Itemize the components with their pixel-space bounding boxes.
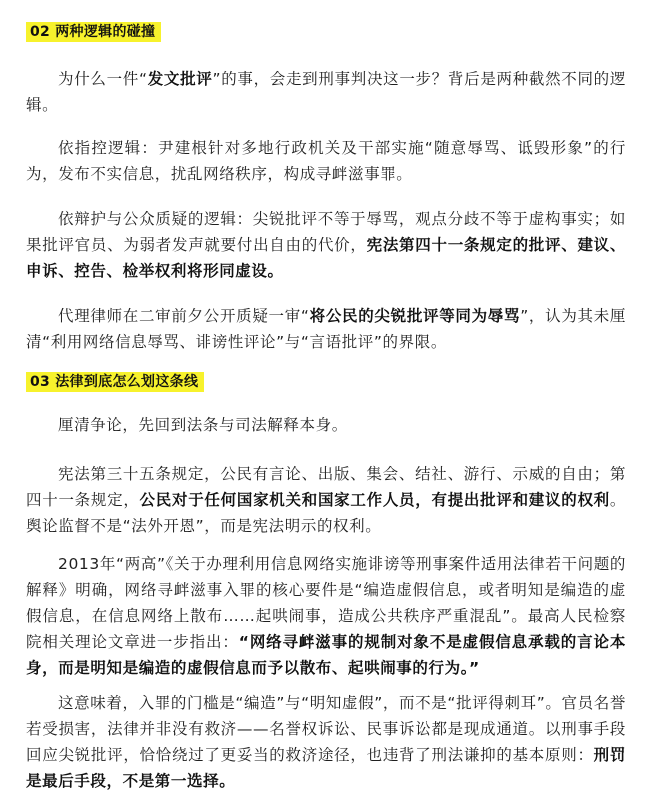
text-run: 2013年“两高”《关于办理利用信息网络实施诽谤等刑事案件适用法律若干问题的解释》明确，网络寻衅滋事入罪的核心要件是“编造虚假信息，或者明知是编造的虚假信息，在信息网络上散布……起哄闹事，造成公共秩序严重混乱”。最高人民检察院相关理论文章进一步指出： <box>26 555 626 651</box>
section-heading-03: 03 法律到底怎么划这条线 <box>26 372 204 392</box>
paragraph <box>26 412 626 438</box>
bold-text-run: 公民对于任何国家机关和国家工作人员，有提出批评和建议的权利 <box>139 491 610 509</box>
paragraph <box>26 303 626 355</box>
text-run: 依指控逻辑：尹建根针对多地行政机关及干部实施“随意辱骂、诋毁形象”的行为，发布不实信息，扰乱网络秩序，构成寻衅滋事罪。 <box>26 139 626 183</box>
text-run: 这意味着，入罪的门槛是“编造”与“明知虚假”，而不是“批评得刺耳”。官员名誉若受损害，法律并非没有救济——名誉权诉讼、民事诉讼都是现成通道。以刑事手段回应尖锐批评，恰恰绕过了更妥当的救济途径，也违背了刑法谦抑的基本原则： <box>26 694 626 764</box>
text-run: 代理律师在二审前夕公开质疑一审“ <box>58 307 310 325</box>
text-run: ”，认为其未厘清“利用网络信息辱骂、诽谤性评论”与“言语批评”的界限。 <box>26 307 627 351</box>
text-run: ”的事，会走到刑事判决这一步？背后是两种截然不同的逻辑。 <box>26 70 626 114</box>
bold-text-run: 发文批评 <box>147 70 213 88</box>
text-run: 为什么一件“ <box>58 70 148 88</box>
text-run: 厘清争论，先回到法条与司法解释本身。 <box>58 416 348 434</box>
bold-text-run: 将公民的尖锐批评等同为辱骂 <box>309 307 521 325</box>
bold-text-run: 宪法第四十一条规定的批评、建议、申诉、控告、检举权利将形同虚设。 <box>26 236 626 280</box>
text-run: 依辩护与公众质疑的逻辑：尖锐批评不等于辱骂，观点分歧不等于虚构事实；如果批评官员、为弱者发声就要付出自由的代价， <box>26 210 626 254</box>
bold-text-run: “网络寻衅滋事的规制对象不是虚假信息承载的言论本身，而是明知是编造的虚假信息而予以散布、起哄闹事的行为。” <box>26 633 626 677</box>
section-heading-02: 02 两种逻辑的碰撞 <box>26 22 161 42</box>
text-run: 。舆论监督不是“法外开恩”，而是宪法明示的权利。 <box>26 491 627 535</box>
paragraph <box>26 66 626 118</box>
text-run: 宪法第三十五条规定，公民有言论、出版、集会、结社、游行、示威的自由；第四十一条规定， <box>26 465 626 509</box>
bold-text-run: 刑罚是最后手段，不是第一选择。 <box>26 746 626 790</box>
paragraph <box>26 551 626 681</box>
paragraph <box>26 135 626 187</box>
paragraph <box>26 690 626 794</box>
paragraph <box>26 206 626 284</box>
paragraph <box>26 461 626 539</box>
